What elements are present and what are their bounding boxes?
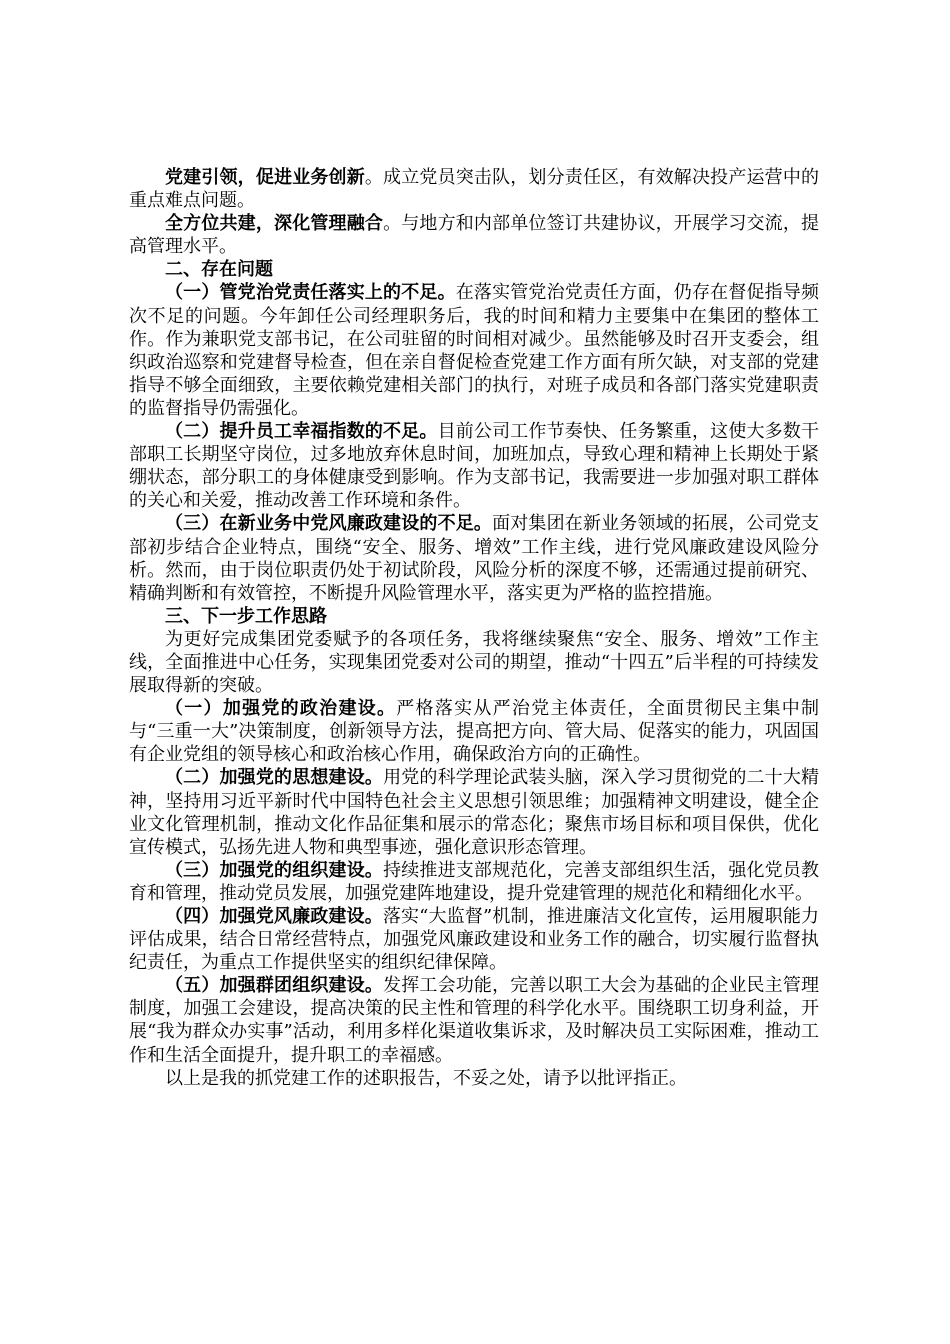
paragraph-problem-3 [129, 512, 819, 604]
paragraph-text: 发挥工会功能，完善以职工大会为基础的企业民主管理制度，加强工会建设，提高决策的民主性和管理的科学化水平。围绕职工切身利益，开展“我为群众办实事”活动，利用多样化渠道收集诉求，及时解决员工实际困难，推动工作和生活全面提升，提升职工的幸福感。 [129, 975, 820, 1066]
paragraph-lead: （二）提升员工幸福指数的不足。 [165, 421, 438, 443]
paragraph-text: 为更好完成集团党委赋予的各项任务，我将继续聚焦“安全、服务、增效”工作主线，全面推进中心任务，实现集团党委对公司的期望，推动“十四五”后半程的可持续发展取得新的突破。 [129, 628, 819, 697]
paragraph-joint-building [129, 212, 819, 258]
heading-text: 二、存在问题 [165, 259, 273, 281]
paragraph-lead: （三）加强党的组织建设。 [165, 859, 384, 881]
paragraph-plan-2 [129, 766, 819, 858]
paragraph-text: 严格落实从严治党主体责任，全面贯彻民主集中制与“三重一大”决策制度，创新领导方法，提高把方向、管大局、促落实的能力，巩固国有企业党组的领导核心和政治核心作用，确保政治方向的正确性。 [129, 698, 820, 766]
paragraph-plan-1 [129, 697, 819, 766]
paragraph-lead: （一）管党治党责任落实上的不足。 [165, 282, 456, 304]
paragraph-party-building-innovation [129, 166, 819, 212]
paragraph-lead: （二）加强党的思想建设。 [165, 767, 384, 789]
paragraph-lead: （五）加强群团组织建设。 [165, 975, 384, 997]
paragraph-closing [129, 1067, 819, 1090]
heading-text: 三、下一步工作思路 [165, 605, 327, 627]
paragraph-text: 用党的科学理论武装头脑，深入学习贯彻党的二十大精神，坚持用习近平新时代中国特色社会主义思想引领思维；加强精神文明建设，健全企业文化管理机制，推动文化作品征集和展示的常态化；聚焦市场目标和项目保供，优化宣传模式，弘扬先进人物和典型事迹，强化意识形态管理。 [129, 767, 820, 858]
paragraph-text: 。成立党员突击队，划分责任区，有效解决投产运营中的重点难点问题。 [129, 167, 820, 212]
paragraph-plan-4 [129, 905, 819, 974]
paragraph-next-steps-intro [129, 628, 819, 697]
paragraph-lead: 党建引领，促进业务创新 [165, 167, 365, 188]
paragraph-lead: （三）在新业务中党风廉政建设的不足。 [165, 513, 493, 535]
section-heading-next-steps [129, 605, 819, 628]
paragraph-text: 在落实管党治党责任方面，仍存在督促指导频次不足的问题。今年卸任公司经理职务后，我的时间和精力主要集中在集团的整体工作。作为兼职党支部书记，在公司驻留的时间相对减少。虽然能够及时召开支委会，组织政治巡察和党建督导检查，但在亲自督促检查党建工作方面有所欠缺，对支部的党建指导不够全面细致，主要依赖党建相关部门的执行，对班子成员和各部门落实党建职责的监督指导仍需强化。 [129, 282, 820, 419]
paragraph-plan-5 [129, 974, 819, 1066]
paragraph-text: 面对集团在新业务领域的拓展，公司党支部初步结合企业特点，围绕“安全、服务、增效”工作主线，进行党风廉政建设风险分析。然而，由于岗位职责仍处于初试阶段，风险分析的深度不够，还需通过提前研究、精确判断和有效管控，不断提升风险管理水平，落实更为严格的监控措施。 [129, 513, 820, 604]
paragraph-text: 持续推进支部规范化，完善支部组织生活，强化党员教育和管理，推动党员发展，加强党建阵地建设，提升党建管理的规范化和精细化水平。 [129, 859, 820, 904]
paragraph-lead: 全方位共建，深化管理融合 [165, 213, 384, 235]
paragraph-plan-3 [129, 859, 819, 905]
document-page [129, 166, 819, 1090]
paragraph-text: 落实“大监督”机制，推进廉洁文化宣传，运用履职能力评估成果，结合日常经营特点，加强党风廉政建设和业务工作的融合，切实履行监督执纪责任，为重点工作提供坚实的组织纪律保障。 [129, 906, 820, 974]
paragraph-text: 目前公司工作节奏快、任务繁重，这使大多数干部职工长期坚守岗位，过多地放弃休息时间，加班加点，导致心理和精神上长期处于紧绷状态，部分职工的身体健康受到影响。作为支部书记，我需要进一步加强对职工群体的关心和关爱，推动改善工作环境和条件。 [129, 421, 820, 512]
paragraph-problem-1 [129, 281, 819, 420]
section-heading-problems [129, 258, 819, 281]
paragraph-text: 。与地方和内部单位签订共建协议，开展学习交流，提高管理水平。 [129, 213, 820, 258]
paragraph-problem-2 [129, 420, 819, 512]
paragraph-lead: （一）加强党的政治建设。 [165, 698, 397, 720]
paragraph-lead: （四）加强党风廉政建设。 [165, 906, 383, 927]
paragraph-text: 以上是我的抓党建工作的述职报告，不妥之处，请予以批评指正。 [165, 1067, 687, 1089]
